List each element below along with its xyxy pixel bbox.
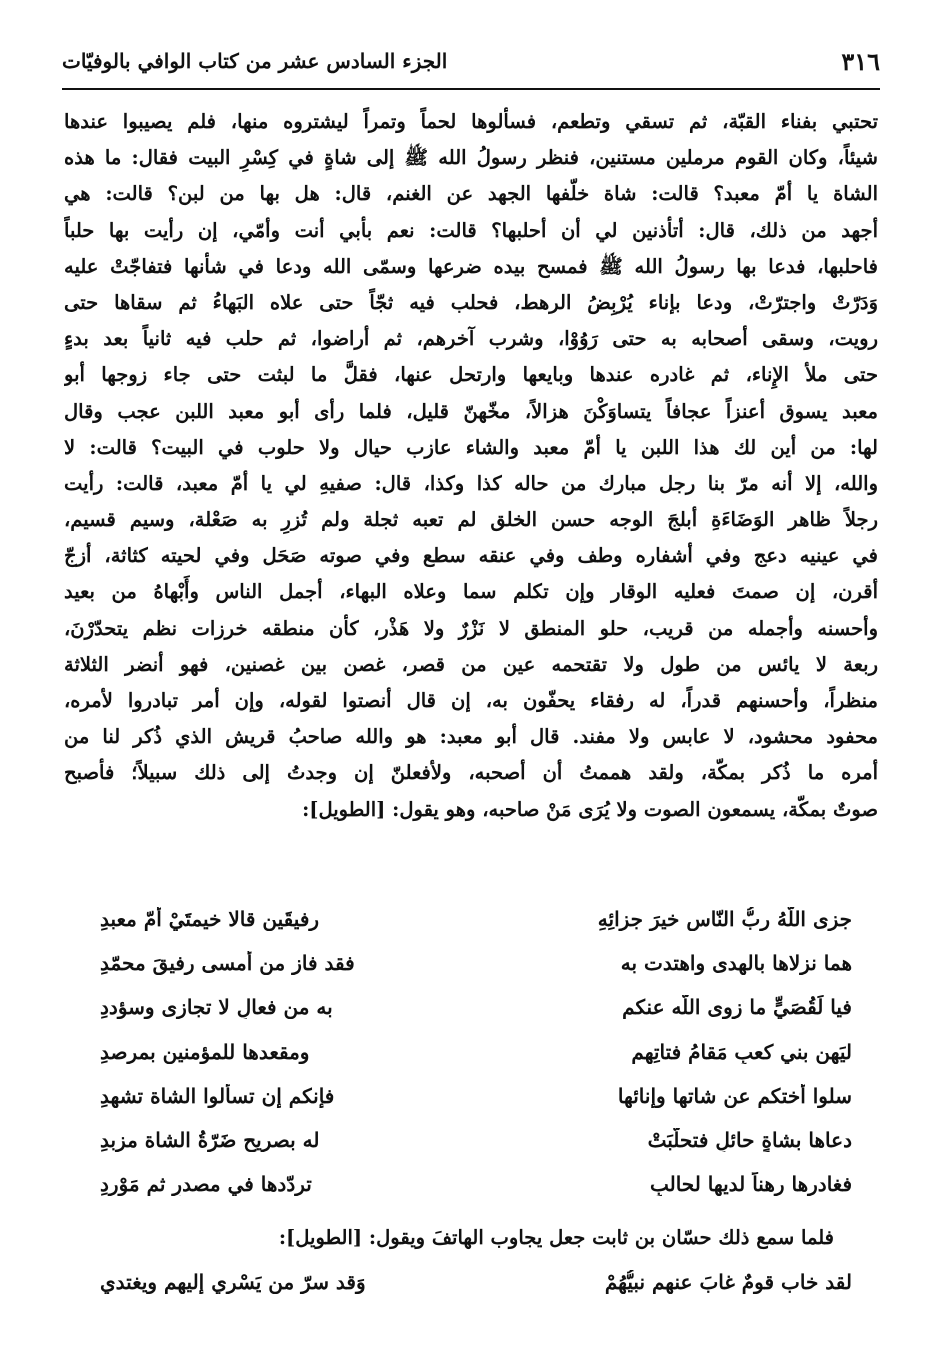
poem-introduction: فلما سمع ذلك حسّان بن ثابت جعل يجاوب الهاتفَ ويقول: [الطويل]: xyxy=(278,1226,834,1249)
text-line: وأحسنه وأجمله من قريب، حلو المنطق لا نَزْرٌ ولا هَذْر، كأن منطقه خرزات نظم يتحدّرْنَ، xyxy=(64,616,878,640)
text-line: أمره ما ذُكر بمكّة، ولقد هممتُ أن أصحبه، ولأفعلنّ إن وجدتُ إلى ذلك سبيلاً؛ فأصبح xyxy=(64,761,878,785)
text-line: رجلاً ظاهر الوَضَاءَةِ أبلجَ الوجه حسن الخلق لم تعبه ثجلة ولم تُزرِ به صَعْلة، وسيم قسيم، xyxy=(64,508,878,532)
text-line: صوتٌ بمكّة، يسمعون الصوت ولا يُرَى مَنْ صاحبه، وهو يقول: [الطويل]: xyxy=(302,797,878,821)
poem-verse xyxy=(100,985,852,1029)
verse-first-hemistich: سلوا أختكم عن شاتها وإنائها xyxy=(617,1083,852,1108)
verse-second-hemistich: له بصريحٍ ضَرّةُ الشاة مزبدِ xyxy=(100,1128,320,1153)
poem-verse xyxy=(100,1118,852,1162)
verse-first-hemistich: جزى اللّهُ ربُّ النّاسِ خيرَ جزائِهِ xyxy=(597,907,852,932)
verse-first-hemistich: ليَهنِ بني كعبٍ مَقامُ فتاتِهم xyxy=(631,1039,852,1064)
verse-first-hemistich: دعاها بشاةٍ حائلٍ فتحلّبَتْ xyxy=(647,1128,852,1153)
poem-verse xyxy=(100,1074,852,1118)
header-divider xyxy=(62,88,880,90)
prose-body xyxy=(64,104,878,828)
verse-second-hemistich: به من فعالٍ لا تجازى وسؤددِ xyxy=(100,995,333,1020)
text-line: والله، إلا أنه مرّ بنا رجل مبارك من حاله كذا وكذا، قال: صفيهِ لي يا أمّ معبد، قالت: رأيت xyxy=(64,471,878,495)
poem-verse xyxy=(100,1162,852,1206)
text-line: أقرن، إن صمتَ فعليه الوقار وإن تكلم سما وعلاه البهاء، أجمل الناس وأَبْهاهُ من بعيد xyxy=(64,580,878,604)
second-poem xyxy=(100,1260,852,1304)
text-line: أجهد من ذلك، قال: أتأذنين لي أن أحلبها؟ قالت: نعم بأبي أنت وأمّي، إن رأيت بها حلباً xyxy=(64,218,878,242)
poem xyxy=(100,897,852,1206)
verse-first-hemistich: هما نزلاها بالهدى واهتدت به xyxy=(620,951,852,976)
verse-second-hemistich: تردّدها في مصدرٍ ثم مَوْرِدِ xyxy=(100,1172,312,1197)
text-line: معبد يسوق أعنزاً عجافاً يتساوَكْنَ هزالاً، مخّهنّ قليل، فلما رأى أبو معبد اللبن عجب وقال xyxy=(64,399,878,423)
verse-second-hemistich: ومقعدها للمؤمنين بمرصدِ xyxy=(100,1039,310,1064)
verse-first-hemistich: لقد خاب قومٌ غابَ عنهم نبيُّهُمْ xyxy=(604,1270,852,1294)
verse-second-hemistich: رفيقَينِ قالا خيمتَيْ أُمّ معبدِ xyxy=(100,907,320,932)
poem-verse xyxy=(100,1260,852,1304)
poem-verse xyxy=(100,941,852,985)
text-line: في عينيه دعج وفي أشفاره وطف وفي عنقه سطع وفي صوته صَحَل وفي لحيته كثاثة، أزجّ xyxy=(64,544,878,568)
poem-verse xyxy=(100,1030,852,1074)
poem-verse xyxy=(100,897,852,941)
verse-second-hemistich: وَقد سرّ من يَسْري إليهم ويغتدي xyxy=(100,1270,366,1294)
verse-second-hemistich: فقد فاز من أمسى رفيقَ محمّدِ xyxy=(100,951,355,976)
page-number: ٣١٦ xyxy=(841,46,880,76)
text-line: ربعة لا يائس من طول ولا تقتحمه عين من قصر، غصن بين غصنين، فهو أنضر الثلاثة xyxy=(64,652,878,676)
text-line: وَدَرّتْ واجترّتْ، ودعا بإناء يُرْبِضُ الرهط، فحلب فيه ثجّاً حتى علاه البَهاءُ ثم سقاها حتى xyxy=(64,290,878,314)
text-line: رويت، وسقى أصحابه به حتى رَوُوْا، وشرب آخرهم، ثم أراضوا، ثم حلب فيه ثانياً بعد بدءٍ xyxy=(64,327,878,351)
text-line: لها: من أين لك هذا اللبن يا أمّ معبد والشاء عازب حيال ولا حلوب في البيت؟ قالت: لا xyxy=(64,435,878,459)
text-line: حتى ملأ الإِناء، ثم غادره عندها وبايعها وارتحل عنها، فقلَّ ما لبثت حتى جاء زوجها أبو xyxy=(64,363,878,387)
text-line: فاحلبها، فدعا بها رسولُ الله ﷺ فمسح بيده ضرعها وسمّى الله ودعا في شأنها فتفاجّتْ عليه xyxy=(64,254,878,278)
page-header xyxy=(62,40,880,82)
text-line: منظراً، وأحسنهم قدراً، له رفقاء يحفّون به، إن قال أنصتوا لقوله، وإن أمر تبادروا لأمره، xyxy=(64,689,878,712)
verse-first-hemistich: فيا لَقُصَيٍّ ما زوى اللّه عنكم xyxy=(622,995,852,1020)
running-title: الجزء السادس عشر من كتاب الوافي بالوفيّات xyxy=(62,49,448,73)
text-line: الشاة يا أمّ معبد؟ قالت: شاة خلّفها الجهد عن الغنم، قال: هل بها من لبن؟ قالت: هي xyxy=(64,182,878,206)
text-line: محفود محشود، لا عابس ولا مفند. قال أبو معبد: هو والله صاحبُ قريش الذي ذُكر لنا من xyxy=(64,725,878,749)
text-line: تحتبي بفناء القبّة، ثم تسقي وتطعم، فسألوها لحماً وتمراً ليشتروه منها، فلم يصيبوا عندها xyxy=(64,110,878,133)
text-line: شيئاً، وكان القوم مرملين مستنين، فنظر رسولُ الله ﷺ إلى شاةٍ في كِسْرِ البيت فقال: ما هذه xyxy=(64,146,878,170)
verse-second-hemistich: فإنكم إن تسألوا الشاة تشهدِ xyxy=(100,1083,335,1108)
verse-first-hemistich: فغادرها رهناً لديها لحالبٍ xyxy=(649,1172,852,1197)
